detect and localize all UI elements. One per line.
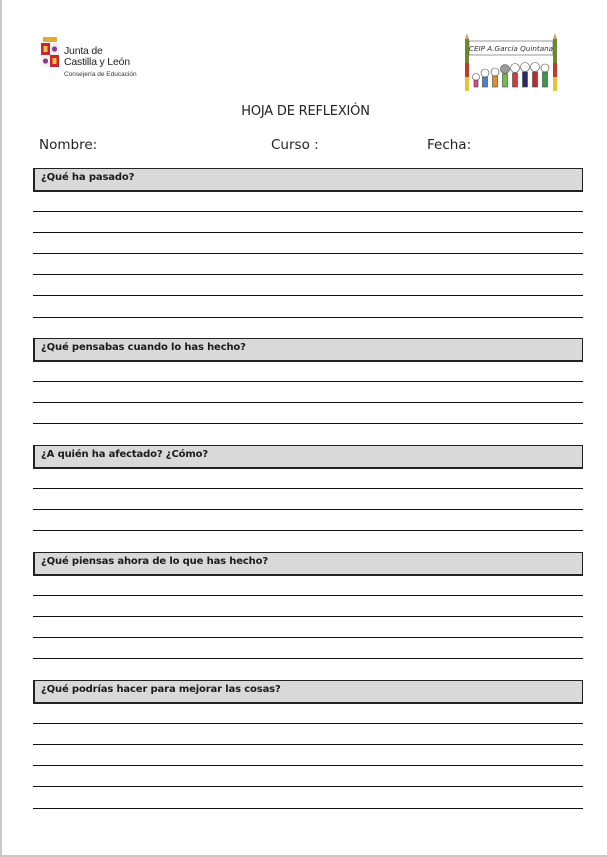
answer-line[interactable]: [33, 744, 583, 745]
answer-line[interactable]: [33, 274, 583, 275]
question-header-what-do-you-think-now: [33, 552, 583, 576]
answer-line[interactable]: [33, 317, 583, 318]
children-drawing-icon: [473, 63, 550, 88]
coat-of-arms-icon: [40, 37, 60, 69]
pencil-left-icon: [465, 33, 469, 91]
answer-line[interactable]: [33, 402, 583, 403]
curso-field-label: Curso :: [271, 137, 319, 153]
pencil-right-icon: [553, 33, 557, 91]
answer-line[interactable]: [33, 723, 583, 724]
logo-name-line-2: Castilla y León: [64, 55, 130, 68]
nombre-field-label: Nombre:: [39, 137, 98, 153]
logo-subtitle: Consejería de Educación: [64, 71, 137, 78]
school-logo: [464, 33, 559, 91]
question-text: ¿Qué piensas ahora de lo que has hecho?: [41, 556, 269, 567]
answer-line[interactable]: [33, 616, 583, 617]
junta-castilla-leon-logo: [40, 37, 150, 83]
answer-line[interactable]: [33, 786, 583, 787]
answer-line[interactable]: [33, 211, 583, 212]
question-header-how-to-improve: [33, 680, 583, 704]
question-text: ¿A quién ha afectado? ¿Cómo?: [41, 449, 209, 460]
question-text: ¿Qué ha pasado?: [41, 172, 135, 183]
answer-line[interactable]: [33, 232, 583, 233]
answer-line[interactable]: [33, 595, 583, 596]
answer-line[interactable]: [33, 658, 583, 659]
question-header-what-were-you-thinking: [33, 338, 583, 362]
question-text: ¿Qué podrías hacer para mejorar las cosas?: [41, 684, 281, 695]
answer-line[interactable]: [33, 765, 583, 766]
answer-line[interactable]: [33, 295, 583, 296]
fecha-field-label: Fecha:: [427, 137, 472, 153]
school-banner-text: CEIP A.García Quintana: [468, 44, 554, 53]
answer-line[interactable]: [33, 530, 583, 531]
question-header-who-was-affected: [33, 445, 583, 469]
answer-line[interactable]: [33, 509, 583, 510]
answer-line[interactable]: [33, 253, 583, 254]
page-title: HOJA DE REFLEXIÓN: [241, 104, 370, 119]
question-header-what-happened: [33, 168, 583, 192]
logo-name-line-1: Junta de: [64, 45, 103, 57]
question-text: ¿Qué pensabas cuando lo has hecho?: [41, 342, 246, 353]
answer-line[interactable]: [33, 488, 583, 489]
answer-line[interactable]: [33, 423, 583, 424]
answer-line[interactable]: [33, 637, 583, 638]
answer-line[interactable]: [33, 381, 583, 382]
answer-line[interactable]: [33, 808, 583, 809]
logo-name: [64, 46, 130, 67]
